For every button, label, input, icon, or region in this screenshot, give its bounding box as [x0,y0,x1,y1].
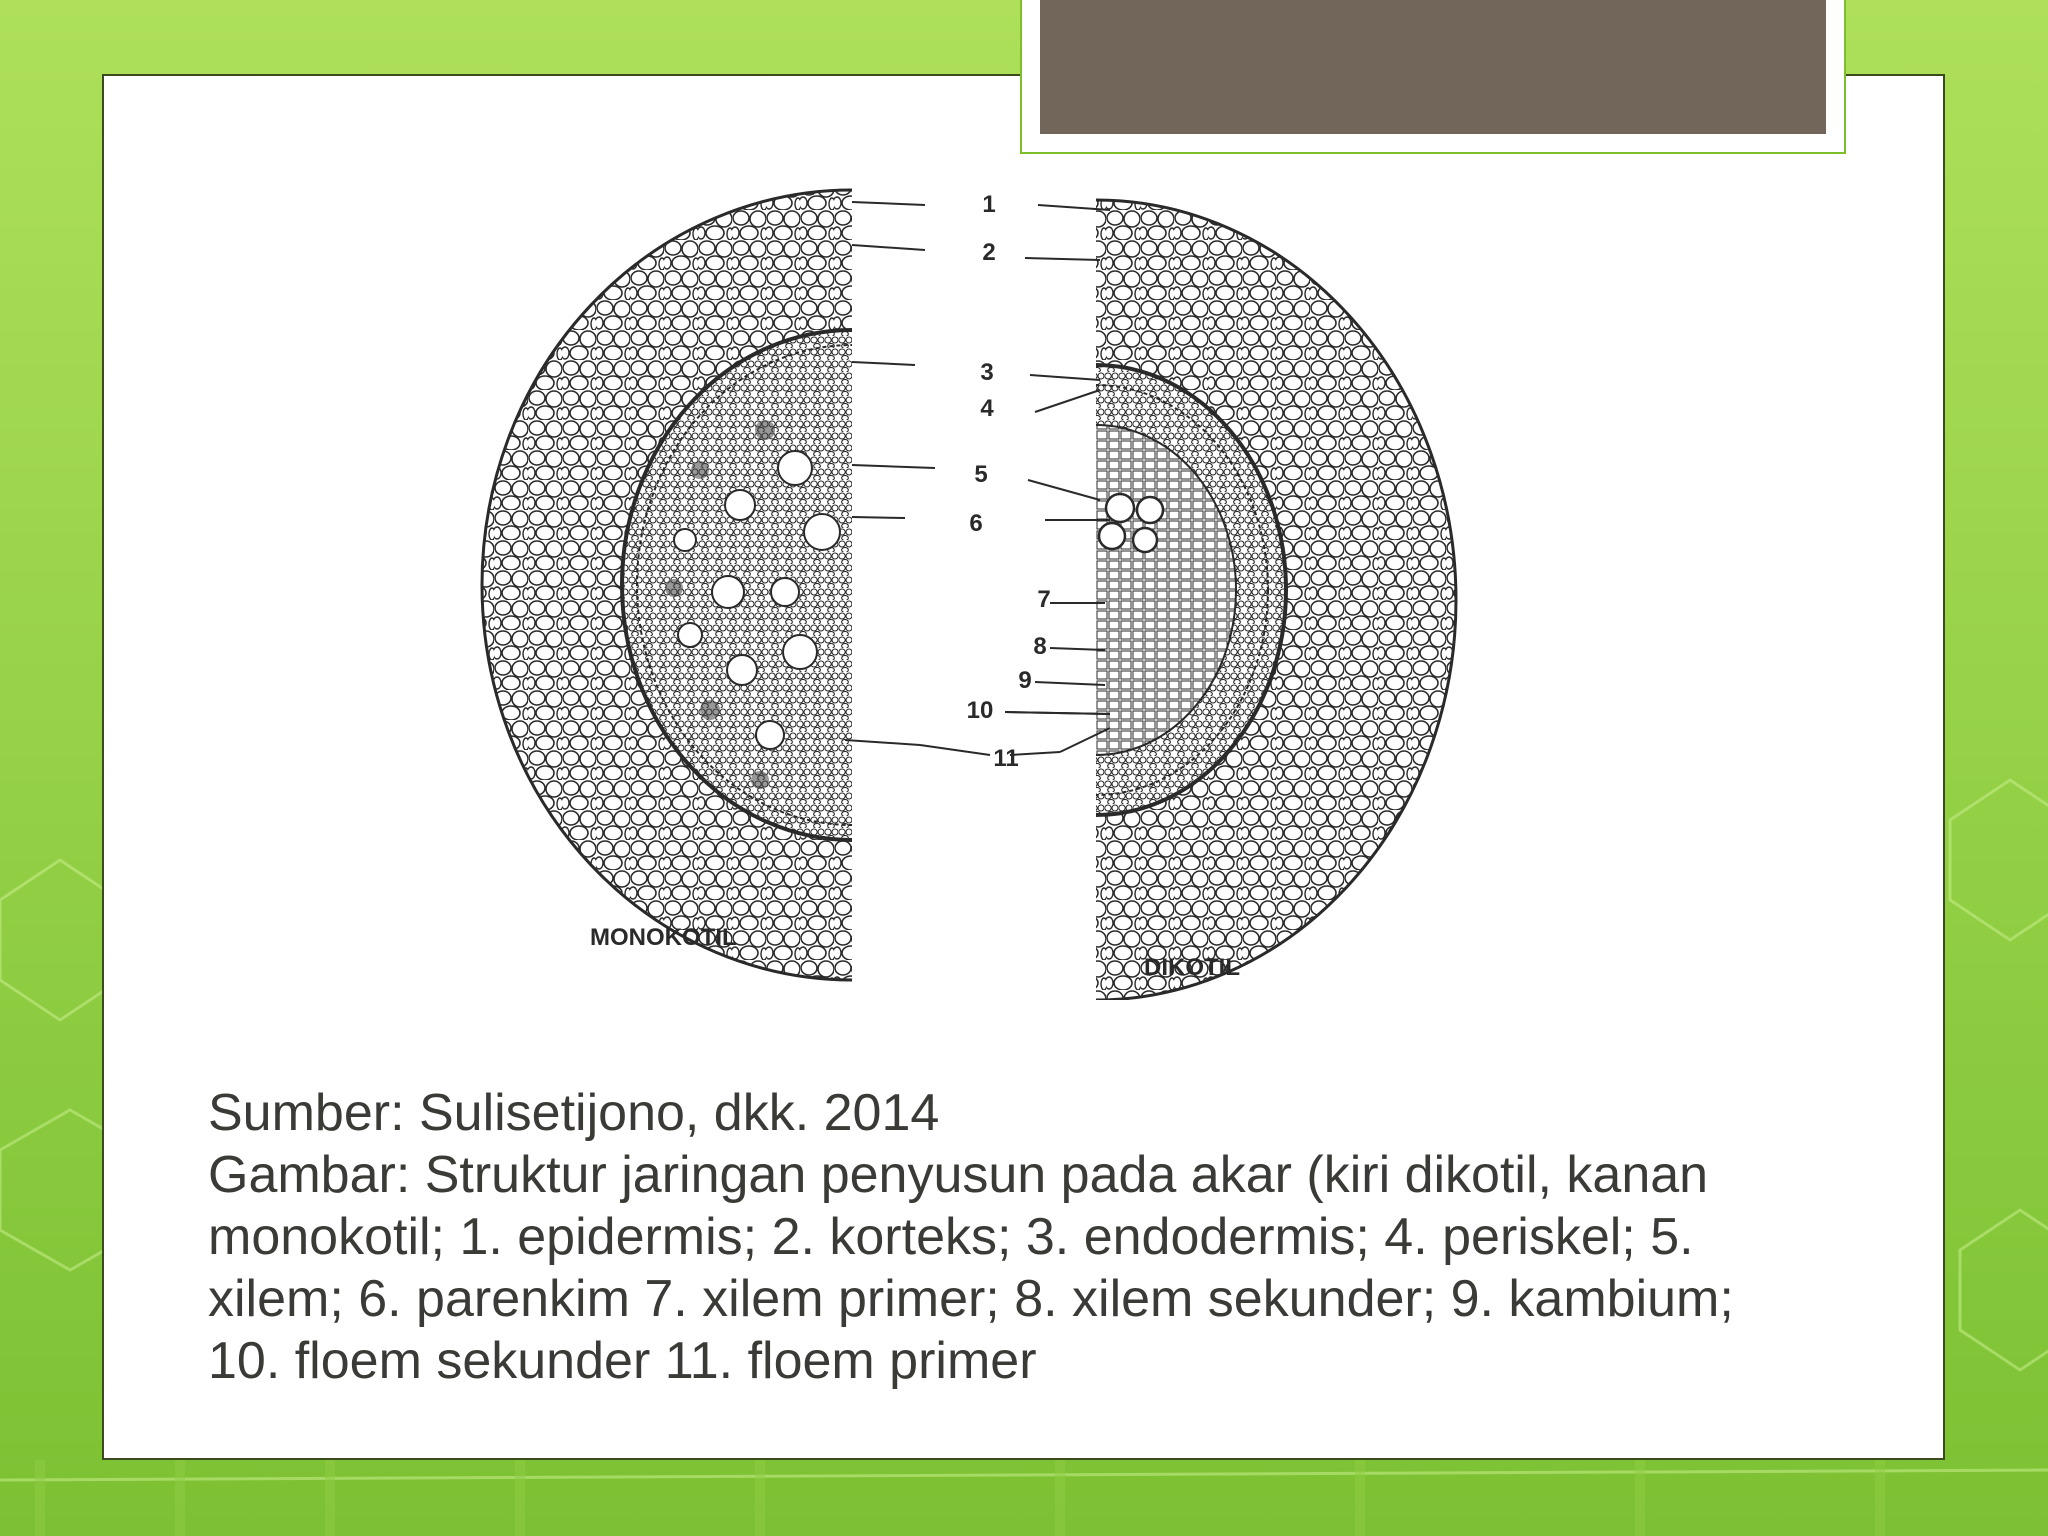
caption-block [208,1082,1908,1392]
title-bar [1040,0,1826,134]
caption-line-1: Gambar: Struktur jaringan penyusun pada akar (kiri dikotil, kanan [208,1146,1709,1204]
caption-source: Sumber: Sulisetijono, dkk. 2014 [208,1084,940,1142]
label-10: 10 [966,697,994,724]
root-cross-section-diagram [460,180,1480,1000]
label-4: 4 [980,395,994,422]
caption-line-2: monokotil; 1. epidermis; 2. korteks; 3. endodermis; 4. periskel; 5. [208,1208,1694,1266]
monocot-label: MONOKOTIL [590,924,737,951]
label-11: 11 [993,745,1019,772]
label-3: 3 [980,359,994,386]
dicot-label: DIKOTIL [1144,954,1240,981]
label-6: 6 [969,510,983,537]
label-7: 7 [1037,586,1051,613]
label-1: 1 [982,191,996,218]
caption-line-4: 10. floem sekunder 11. floem primer [208,1332,1037,1390]
label-8: 8 [1033,633,1047,660]
label-2: 2 [982,239,996,266]
caption-line-3: xilem; 6. parenkim 7. xilem primer; 8. xilem sekunder; 9. kambium; [208,1270,1734,1328]
label-5: 5 [974,461,988,488]
label-9: 9 [1018,667,1032,694]
